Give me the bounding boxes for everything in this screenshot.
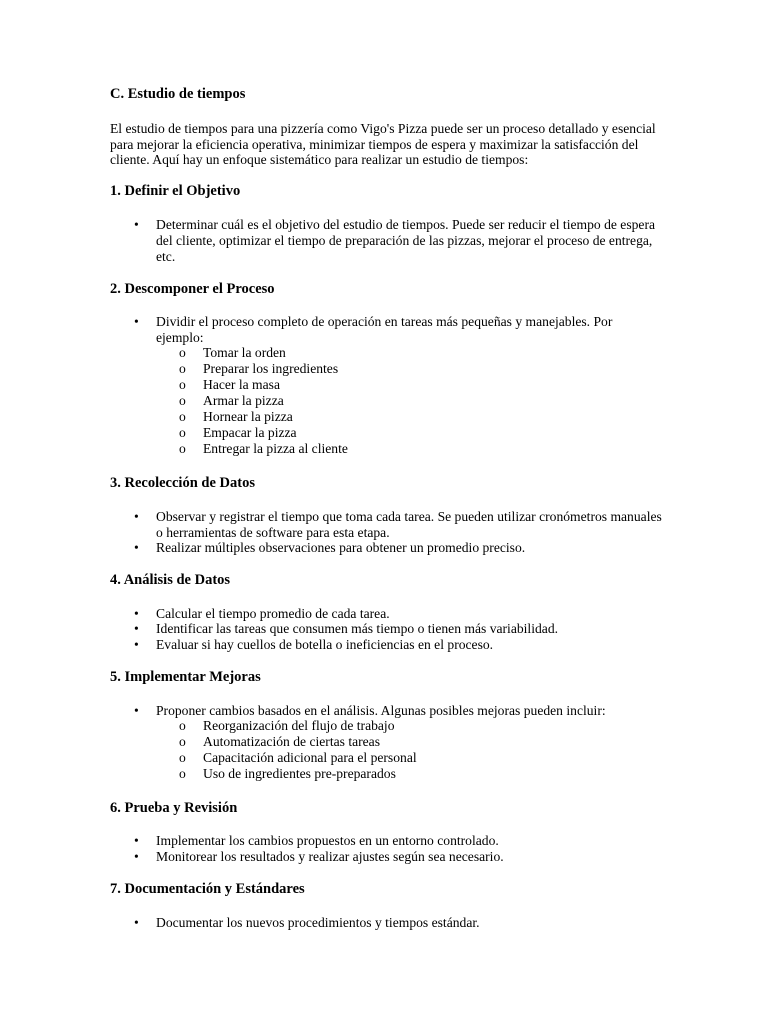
bullet-item: • Calcular el tiempo promedio de cada tarea.: [156, 606, 666, 622]
bullet-item: • Implementar los cambios propuestos en un entorno controlado.: [156, 833, 666, 849]
sub-item: o Armar la pizza: [203, 393, 663, 409]
section-heading-documentacion: 7. Documentación y Estándares: [110, 881, 305, 897]
sub-item: o Empacar la pizza: [203, 425, 663, 441]
sub-item: o Uso de ingredientes pre-preparados: [203, 766, 663, 782]
bullet-item: • Proponer cambios basados en el análisis. Algunas posibles mejoras pueden incluir:: [156, 703, 666, 719]
bullet-item: • Documentar los nuevos procedimientos y tiempos estándar.: [156, 915, 666, 931]
sub-item: o Tomar la orden: [203, 345, 663, 361]
section-heading-mejoras: 5. Implementar Mejoras: [110, 669, 261, 685]
page-title: C. Estudio de tiempos: [110, 86, 246, 102]
bullet-item: • Identificar las tareas que consumen más tiempo o tienen más variabilidad.: [156, 621, 666, 637]
section-heading-objetivo: 1. Definir el Objetivo: [110, 183, 241, 199]
sub-item: o Capacitación adicional para el personal: [203, 750, 663, 766]
bullet-item: • Determinar cuál es el objetivo del estudio de tiempos. Puede ser reducir el tiempo de espera del cliente, optimizar el tiempo de preparación de las pizzas, mejorar el proceso de entrega, etc.: [156, 217, 666, 264]
bullet-item: • Realizar múltiples observaciones para obtener un promedio preciso.: [156, 540, 666, 556]
sub-item: o Hacer la masa: [203, 377, 663, 393]
bullet-item: • Evaluar si hay cuellos de botella o ineficiencias en el proceso.: [156, 637, 666, 653]
bullet-item: • Dividir el proceso completo de operación en tareas más pequeñas y manejables. Por ejemplo:: [156, 314, 646, 346]
sub-item: o Hornear la pizza: [203, 409, 663, 425]
section-heading-prueba: 6. Prueba y Revisión: [110, 800, 238, 816]
sub-item: o Automatización de ciertas tareas: [203, 734, 663, 750]
bullet-item: • Observar y registrar el tiempo que toma cada tarea. Se pueden utilizar cronómetros manuales o herramientas de software para esta etapa.: [156, 509, 666, 541]
section-heading-analisis: 4. Análisis de Datos: [110, 572, 231, 588]
section-heading-proceso: 2. Descomponer el Proceso: [110, 281, 275, 297]
sub-item: o Entregar la pizza al cliente: [203, 441, 663, 457]
sub-item: o Reorganización del flujo de trabajo: [203, 718, 663, 734]
sub-item: o Preparar los ingredientes: [203, 361, 663, 377]
intro-paragraph: El estudio de tiempos para una pizzería como Vigo's Pizza puede ser un proceso detallado y esencial para mejorar la eficiencia operativa, minimizar tiempos de espera y maximizar la satisfacción del cliente. Aquí hay un enfoque sistemático para realizar un estudio de tiempos:: [110, 121, 656, 167]
section-heading-recoleccion: 3. Recolección de Datos: [110, 475, 255, 491]
bullet-item: • Monitorear los resultados y realizar ajustes según sea necesario.: [156, 849, 666, 865]
